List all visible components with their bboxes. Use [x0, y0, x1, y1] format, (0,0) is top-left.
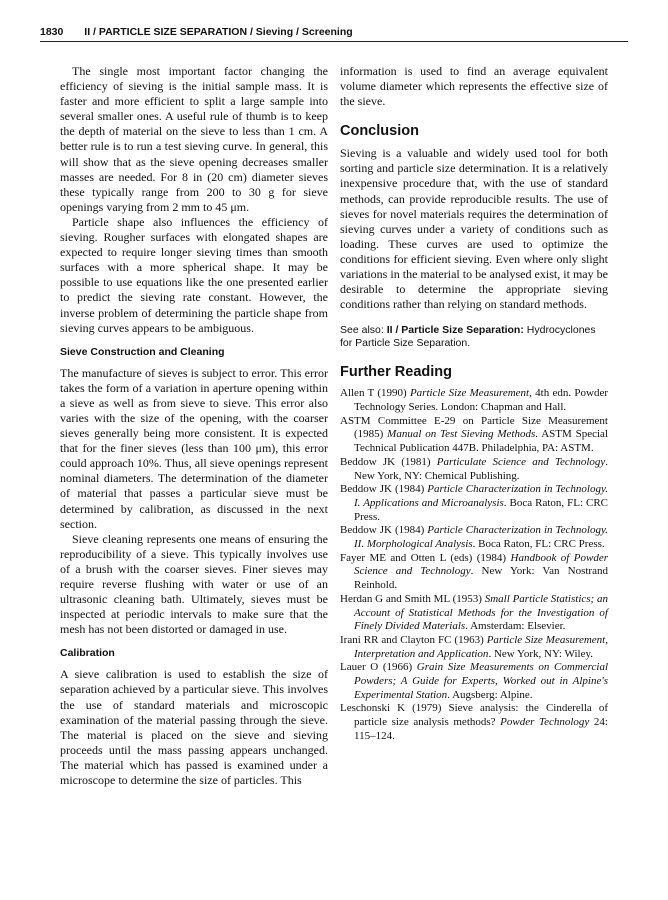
right-column	[340, 64, 608, 744]
page-number: 1830	[40, 26, 64, 38]
paragraph-cleaning: Sieve cleaning represents one means of ensuring the reproducibility of a sieve. This typically involves use of a brush with the coarser sieves. Finer sieves may require reverse flushing with water or use of an ultrasonic cleaning bath. Ultimately, sieves must be inspected at periodic intervals to make sure that the mesh has not been distorted or damaged in use.	[60, 531, 328, 637]
heading-further-reading: Further Reading	[340, 364, 452, 381]
reference-item: Beddow JK (1981) Particulate Science and Technology. New York, NY: Chemical Publishing.	[340, 455, 609, 482]
reference-item: Lauer O (1966) Grain Size Measurements on Commercial Powders; A Guide for Experts, Worked out in Alpine's Experimental Station. Augsberg: Alpine.	[340, 661, 609, 701]
paragraph-manufacture: The manufacture of sieves is subject to error. This error takes the form of a variation in aperture opening within a sieve as well as from sieve to sieve. This error also varies with the size of the opening, with the coarser sieves generally being more consistent. It is expected that for the finer sieves (less than 100 μm), this error could approach 10%. Thus, all sieve openings represent nominal diameters. The determination of the diameter of material that passes a particular sieve must be determined by calibration, as discussed in the next section.	[60, 365, 328, 531]
reference-item: Fayer ME and Otten L (eds) (1984) Handbook of Powder Science and Technology. New York: Van Nostrand Reinhold.	[340, 551, 608, 592]
heading-conclusion: Conclusion	[340, 123, 419, 140]
reference-item: Beddow JK (1984) Particle Characterization in Technology. I. Applications and Microanalysis. Boca Raton, FL: CRC Press.	[340, 483, 608, 523]
running-title: II / PARTICLE SIZE SEPARATION / Sieving / Screening	[84, 26, 353, 38]
reference-item: Herdan G and Smith ML (1953) Small Particle Statistics; an Account of Statistical Methods for the Investigation of Finely Divided Materials. Amsterdam: Elsevier.	[340, 592, 608, 633]
see-also-link[interactable]: II / Particle Size Separation:	[386, 324, 524, 337]
paragraph-calibration: A sieve calibration is used to establish the size of separation achieved by a particular sieve. This involves the use of standard materials and microscopic examination of the material passing through the sieve. The material is placed on the sieve and sieving proceeds until the mass passing appears unchanged. The material which has passed is examined under a microscope to determine the size of particles. This	[60, 667, 328, 788]
paragraph-sample-mass: The single most important factor changing the efficiency of sieving is the initial sample mass. It is faster and more efficient to split a large sample into several smaller ones. A useful rule of thumb is to keep the depth of material on the sieve to less than 1 cm. A better rule is to run a test sieving curve. In general, this will show that as the sieve opening decreases smaller masses are needed. For 8 in (20 cm) diameter sieves these typically range from 200 to 30 g for sieve openings varying from 2 mm to 45 μm.	[60, 64, 328, 214]
paragraph-conclusion: Sieving is a valuable and widely used tool for both sorting and particle size determination. It is a relatively inexpensive procedure that, with the use of standard methods, can provide reproducible results. The use of sieves for novel materials requires the determination of sieving curves under a variety of conditions such as loading. These curves are used to optimize the conditions for efficient sieving. Even where only slight variations in the material to be analysed exist, it may be desirable to determine the appropriate sieving conditions rather than relying on standard methods.	[340, 146, 608, 312]
paragraph-continuation: information is used to find an average equivalent volume diameter which represents the effective size of the sieve.	[340, 64, 608, 109]
reference-list	[340, 387, 608, 743]
reference-item: ASTM Committee E-29 on Particle Size Measurement (1985) Manual on Test Sieving Methods. ASTM Special Technical Publication 447B. Philadelphia, PA: ASTM.	[340, 414, 608, 455]
paragraph-particle-shape: Particle shape also influences the efficiency of sieving. Rougher surfaces with elongated shapes are expected to require longer sieving times than smooth surfaces with a more spherical shape. It may be possible to use equations like the one presented earlier to predict the sieving rate constant. However, the inverse problem of determining the particle shape from sieving curves appears to be ambiguous.	[60, 214, 328, 335]
reference-item: Leschonski K (1979) Sieve analysis: the Cinderella of particle size analysis methods? Powder Technology 24: 115–124.	[340, 702, 608, 742]
see-also	[340, 324, 608, 350]
see-also-target[interactable]: Hydrocyclones for Particle Size Separation.	[340, 324, 596, 350]
header-rule	[40, 41, 628, 42]
reference-item: Beddow JK (1984) Particle Characterization in Technology. II. Morphological Analysis. Boca Raton, FL: CRC Press.	[340, 524, 608, 551]
heading-calibration: Calibration	[60, 647, 115, 660]
reference-item: Allen T (1990) Particle Size Measurement, 4th edn. Powder Technology Series. London: Chapman and Hall.	[340, 387, 609, 414]
reference-item: Irani RR and Clayton FC (1963) Particle Size Measurement, Interpretation and Application. New York, NY: Wiley.	[340, 633, 608, 660]
heading-sieve-construction: Sieve Construction and Cleaning	[60, 345, 225, 358]
see-also-label: See also:	[340, 324, 384, 337]
left-column	[60, 64, 328, 788]
